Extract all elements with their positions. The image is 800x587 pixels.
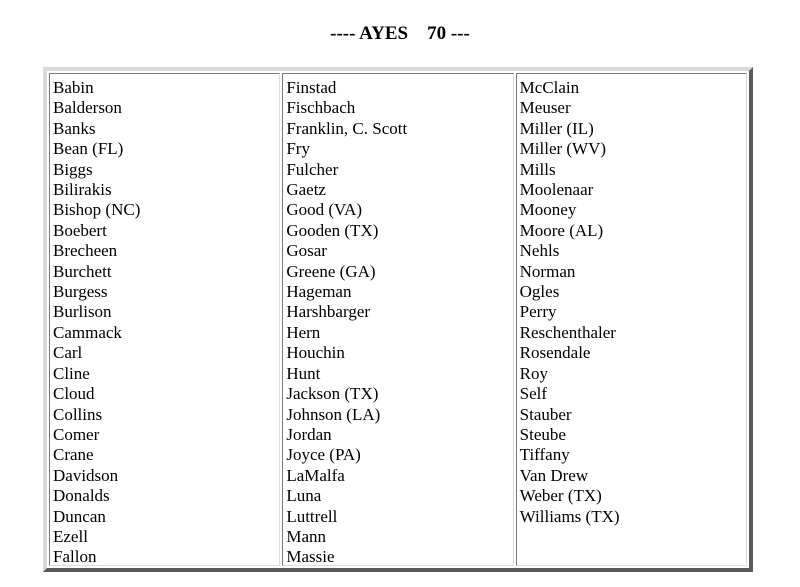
member-name: Fry — [286, 139, 310, 159]
member-name: Miller (WV) — [519, 139, 607, 159]
member-name: Moolenaar — [519, 180, 594, 200]
member-name: Mooney — [519, 200, 577, 220]
member-name: Jackson (TX) — [286, 384, 379, 404]
member-name: Nehls — [519, 241, 560, 261]
member-name: Bilirakis — [53, 180, 112, 200]
member-name: Finstad — [286, 78, 337, 97]
member-name: Ezell — [53, 526, 88, 546]
member-name: Jordan — [286, 424, 332, 444]
member-name: Hunt — [286, 363, 321, 383]
member-name: Gooden (TX) — [286, 220, 379, 240]
member-name: Fulcher — [286, 159, 339, 179]
member-name: Williams (TX) — [519, 506, 620, 526]
member-name: Burlison — [53, 302, 112, 322]
member-name: Fallon — [53, 547, 97, 567]
member-name: Collins — [53, 404, 103, 424]
member-name: Bean (FL) — [53, 139, 124, 159]
heading-prefix: ---- AYES — [330, 23, 409, 44]
member-name: Comer — [53, 424, 100, 444]
member-name: McClain — [519, 78, 580, 97]
member-name: Roy — [519, 363, 548, 383]
member-name: Luttrell — [286, 506, 338, 526]
member-name: Hageman — [286, 282, 352, 302]
member-name: Perry — [519, 302, 557, 322]
member-name: LaMalfa — [286, 465, 345, 485]
member-name: Carl — [53, 343, 83, 363]
name-column-2 — [282, 73, 513, 566]
member-name: Harshbarger — [286, 302, 371, 322]
member-name: Davidson — [53, 465, 119, 485]
member-name: Biggs — [53, 159, 93, 179]
member-name: Reschenthaler — [519, 322, 616, 342]
member-name: Weber (TX) — [519, 486, 602, 506]
member-name: Banks — [53, 118, 96, 138]
member-name: Norman — [519, 261, 576, 281]
member-name: Johnson (LA) — [286, 404, 381, 424]
name-column-3 — [516, 73, 747, 566]
member-name: Tiffany — [519, 445, 570, 465]
member-name: Babin — [53, 78, 94, 97]
member-name: Burchett — [53, 261, 112, 281]
member-name: Good (VA) — [286, 200, 363, 220]
member-name: Joyce (PA) — [286, 445, 361, 465]
member-name: Bishop (NC) — [53, 200, 141, 220]
name-column-1 — [49, 73, 280, 566]
member-name: Steube — [519, 424, 566, 444]
member-name: Houchin — [286, 343, 345, 363]
member-name: Cloud — [53, 384, 95, 404]
member-name: Cline — [53, 363, 90, 383]
member-name: Rosendale — [519, 343, 591, 363]
member-name: Mann — [286, 526, 326, 546]
member-name: Meuser — [519, 98, 571, 118]
member-name: Van Drew — [519, 465, 589, 485]
member-name: Gosar — [286, 241, 327, 261]
member-name: Miller (IL) — [519, 118, 594, 138]
member-name: Cammack — [53, 322, 122, 342]
member-name: Boebert — [53, 220, 107, 240]
member-name: Self — [519, 384, 548, 404]
member-name: Luna — [286, 486, 322, 506]
ayes-table-row — [47, 71, 749, 568]
member-name: Crane — [53, 445, 94, 465]
member-name: Franklin, C. Scott — [286, 118, 408, 138]
member-name: Mills — [519, 159, 556, 179]
member-name: Stauber — [519, 404, 572, 424]
member-name: Greene (GA) — [286, 261, 376, 281]
member-name: Balderson — [53, 98, 122, 118]
member-name: Hern — [286, 322, 321, 342]
member-name: Brecheen — [53, 241, 118, 261]
member-name: Duncan — [53, 506, 106, 526]
member-name: Massie — [286, 547, 335, 567]
member-name: Moore (AL) — [519, 220, 604, 240]
member-name: Ogles — [519, 282, 560, 302]
ayes-table — [43, 67, 753, 572]
member-name: Gaetz — [286, 180, 326, 200]
heading-suffix: --- — [450, 23, 470, 44]
vote-heading — [0, 22, 800, 46]
ayes-count: 70 — [427, 23, 447, 44]
member-name: Burgess — [53, 282, 108, 302]
member-name: Donalds — [53, 486, 110, 506]
member-name: Fischbach — [286, 98, 356, 118]
